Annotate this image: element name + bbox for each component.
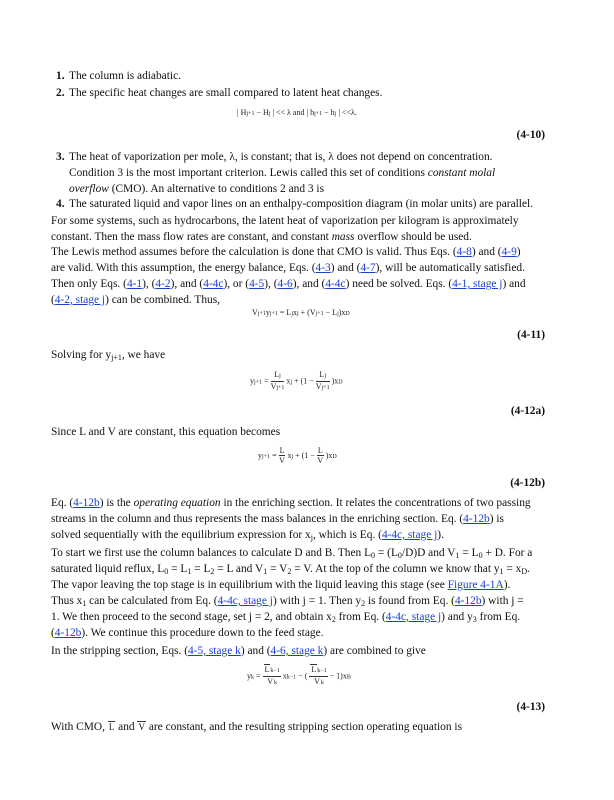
link-eq-4-5-stage-k[interactable]: 4-5, stage k [187,645,241,657]
bar-L-symbol: L [108,722,115,732]
paragraph-column-balances: To start we first use the column balances to calculate D and B. Then $L_0 = (L_0/D)D$ and $V_1 = L_0 + D$. For a saturated liquid reflux, $L_0 = L_1 = L_2 = L$ and $V_1 = V_2 = V$. At the top of the column we know that $y_1 = x_D$. The vapor leaving the top stage is in equilibrium with the liquid leaving this stage (see Figure 4-1A). Thus $x_1$ can be calculated from Eq. (4-4c, stage j) with j = 1. Then $y_2$ is found from Eq. (4-12b) with j = 1. We then proceed to the second stage, set j = 2, and obtain $x_2$ from Eq. (4-4c, stage j) and $y_3$ from Eq. (4-12b). We continue this procedure down to the feed stage. [51,547,533,639]
list-item-3: The heat of vaporization per mole, λ, is constant; that is, λ does not depend on concentration. Condition 3 is the most important criterion. Lewis called this set of conditions constant molal overflow (CMO). An alternative to conditions 2 and 3 is [69,151,496,195]
paragraph-operating-equation: Eq. (4-12b) is the operating equation in the enriching section. It relates the concentrations of two passing streams in the column and thus represents the mass balances in the enriching section. Eq. (4-12b) is solved sequentially with the equilibrium expression for $x_j$, which is Eq. (4-4c, stage j). [51,497,531,542]
bar-V-symbol: V [138,722,145,732]
list-number-4: 4. [56,198,65,210]
paragraph-with-cmo: With CMO, L and V are constant, and the resulting stripping section operating equation is [51,721,462,733]
link-eq-4-4c-stage-j-b[interactable]: 4-4c, stage j [217,595,273,607]
link-eq-4-2-stage-j[interactable]: 4-2, stage j [54,294,106,306]
link-eq-4-12b-b[interactable]: 4-12b [463,513,490,525]
paragraph-constant: Since L and V are constant, this equation becomes [51,426,281,438]
link-eq-4-1[interactable]: 4-1 [126,278,143,290]
link-eq-4-4c[interactable]: 4-4c [203,278,224,290]
paragraph-stripping-section: In the stripping section, Eqs. (4-5, stage k) and (4-6, stage k) are combined to give [51,645,426,657]
list-item-1: The column is adiabatic. [69,70,181,82]
link-eq-4-8[interactable]: 4-8 [456,246,472,258]
equation-number-4-13: (4-13) [516,701,545,713]
link-eq-4-6-stage-k[interactable]: 4-6, stage k [270,645,324,657]
equation-4-12a: yj+1 = $\frac{Lj}{Vj+1}$ xj + (1 − $\frac{Lj}{Vj+1}$ )xD [250,370,343,391]
link-figure-4-1a[interactable]: Figure 4-1A [447,579,504,591]
paragraph-solving: Solving for $y_{j+1}$, we have [51,349,166,362]
link-eq-4-2[interactable]: 4-2 [155,278,171,290]
link-eq-4-12b[interactable]: 4-12b [73,497,100,509]
equation-4-11: Vj+1yj+1 = Ljxj + (Vj+1 − Lj)xD [252,308,350,317]
link-eq-4-12b-c[interactable]: 4-12b [454,595,482,607]
list-number-1: 1. [56,70,65,82]
link-eq-4-12b-d[interactable]: 4-12b [54,627,82,639]
link-eq-4-6[interactable]: 4-6 [277,278,293,290]
equation-4-10: | Hj+1 − Hj | << λ and | hj+1 − hj | <<λ. [237,108,357,117]
link-eq-4-4c-stage-j[interactable]: 4-4c, stage j [381,529,438,541]
list-number-2: 2. [56,87,65,99]
equation-number-4-12a: (4-12a) [510,405,545,417]
link-eq-4-4c-b[interactable]: 4-4c [325,278,346,290]
link-eq-4-3[interactable]: 4-3 [315,262,331,274]
paragraph-hydrocarbons: For some systems, such as hydrocarbons, the latent heat of vaporization per kilogram is approximately constant. Then the mass flow rates are constant, and constant mass overflow should be used. [51,215,519,243]
list-item-2: The specific heat changes are small compared to latent heat changes. [69,87,383,99]
link-eq-4-9[interactable]: 4-9 [501,246,517,258]
equation-number-4-11: (4-11) [517,329,545,341]
list-number-3: 3. [56,151,65,163]
link-eq-4-7[interactable]: 4-7 [360,262,376,274]
equation-number-4-12b: (4-12b) [510,477,545,489]
equation-number-4-10: (4-10) [516,129,545,141]
paragraph-lewis-method: The Lewis method assumes before the calculation is done that CMO is valid. Thus Eqs. (4-8) and (4-9) are valid. With this assumption, the energy balance, Eqs. (4-3) and (4-7), will be automatically satisfied. Then only Eqs. (4-1), (4-2), and (4-4c), or (4-5), (4-6), and (4-4c) need be solved. Eqs. (4-1, stage j) and (4-2, stage j) can be combined. Thus, [51,246,526,306]
link-eq-4-1-stage-j[interactable]: 4-1, stage j [452,278,503,290]
equation-4-13: yk = $\frac{Lk-1}{Vk}$ xk−1 − ( $\frac{Lk-1}{Vk}$ − 1)xB [247,665,351,686]
link-eq-4-5[interactable]: 4-5 [249,278,265,290]
link-eq-4-4c-stage-j-c[interactable]: 4-4c, stage j [385,611,442,623]
equation-4-12b: yj+1 = $\frac{L}{V}$ xj + (1 − $\frac{L}{V}$ )xD [258,446,337,465]
list-item-4: The saturated liquid and vapor lines on an enthalpy-composition diagram (in molar units) are parallel. [69,198,534,210]
